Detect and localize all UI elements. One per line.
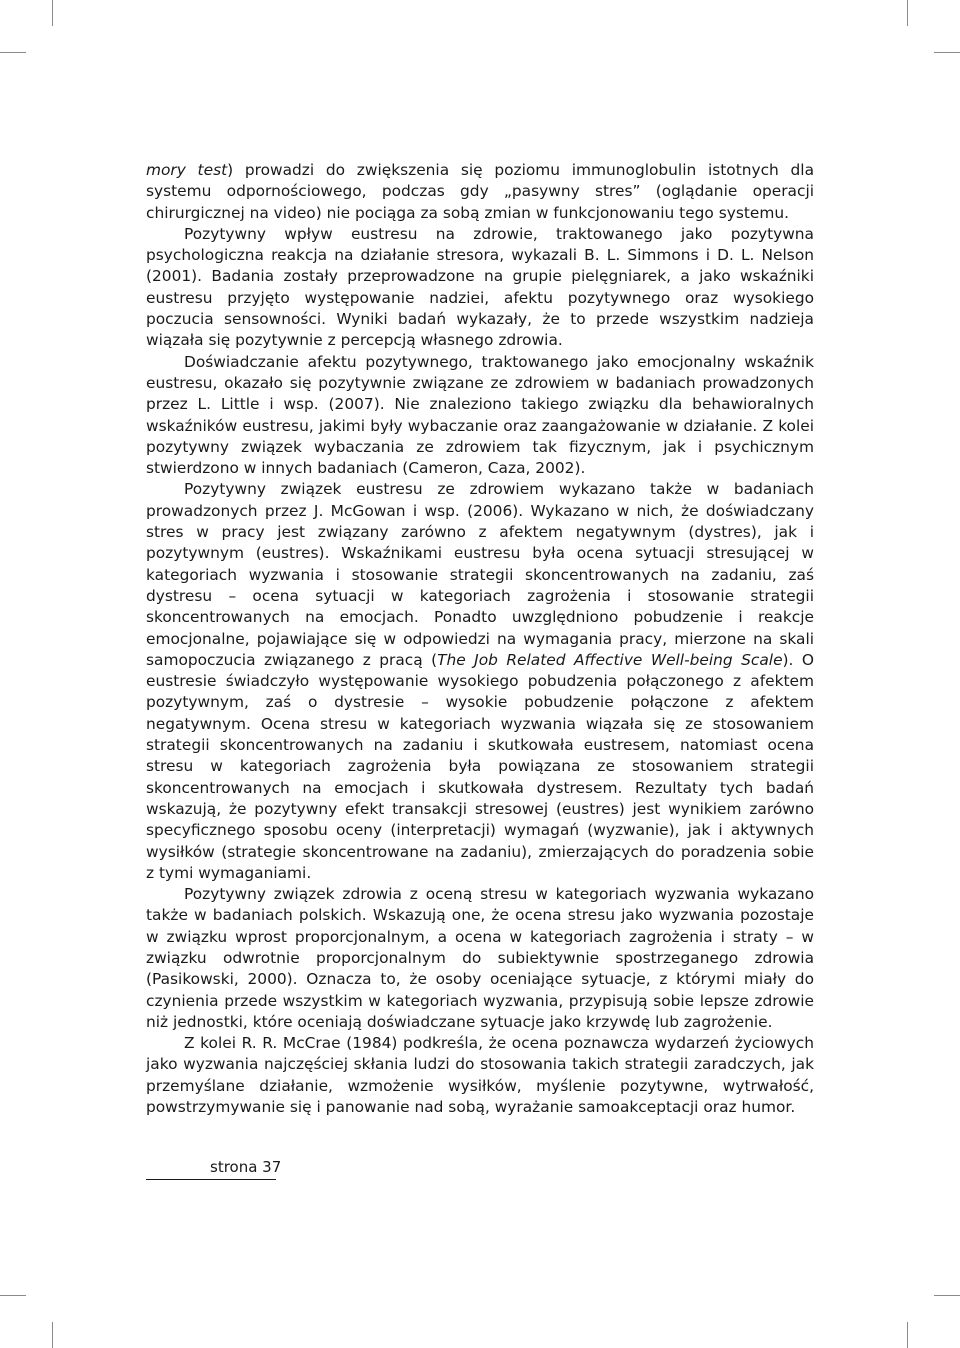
text-run: ). O eustresie świadczyło występowanie wysokiego pobudzenia połączonego z afektem pozytywnym, zaś o dystresie – wysokie pobudzenie połączone z afektem negatywnym. Ocena stresu w kategoriach wyzwania wiązała się ze stosowaniem strategii skoncentrowanych na zadaniu i skutkowała eustresem, natomiast ocena stresu w kategoriach zagrożenia była powiązana ze stosowaniem strategii skoncentrowanych na emocjach i skutkowała dystresem. Rezultaty tych badań wskazują, że pozytywny efekt transakcji stresowej (eustres) jest wynikiem zarówno specyficznego sposobu oceny (interpretacji) wymagań (wyzwanie), jak i aktywnych wysiłków (strategie skoncentrowane na zadaniu), zmierzających do poradzenia sobie z tymi wymaganiami. [146,650,815,882]
crop-mark-top-right-v [907,0,908,26]
text-run: Doświadczanie afektu pozytywnego, traktowanego jako emocjonalny wskaźnik eustresu, okazało się pozytywnie związane ze zdrowiem w badaniach prowadzonych przez L. Little i wsp. (2007). Nie znaleziono takiego związku dla behawioralnych wskaźników eustresu, jakimi były wybaczanie oraz zaangażowanie w działanie. Z kolei pozytywny związek wybaczania ze zdrowiem tak fizycznym, jak i psychicznym stwierdzono w innych badaniach (Cameron, Caza, 2002). [146,352,814,478]
body-text [146,160,814,1118]
crop-mark-top-left-v [52,0,53,26]
italic-text: mory test [146,161,228,179]
crop-mark-top-left-h [0,52,26,53]
text-run: Pozytywny wpływ eustresu na zdrowie, traktowanego jako pozytywna psychologiczna reakcja na działanie stresora, wykazali B. L. Simmons i D. L. Nelson (2001). Badania zostały przeprowadzone na grupie pielęgniarek, a jako wskaźniki eustresu przyjęto występowanie nadziei, afektu pozytywnego oraz wysokiego poczucia sensowności. Wyniki badań wykazały, że to przede wszystkim nadzieja wiązała się pozytywnie z percepcją własnego zdrowia. [146,224,814,350]
italic-text: The Job Related Affective Well-being Scale [437,650,783,669]
body-paragraph [146,884,814,1033]
body-paragraph [146,1033,814,1118]
body-paragraph [146,479,814,884]
crop-mark-bottom-right-h [934,1295,960,1296]
footer-rule [146,1179,276,1180]
text-run: Z kolei R. R. McCrae (1984) podkreśla, że ocena poznawcza wydarzeń życiowych jako wyzwania najczęściej skłania ludzi do stosowania takich strategii zaradczych, jak przemyślane działanie, wzmożenie wysiłków, myślenie pozytywne, wytrwałość, powstrzymywanie się i panowanie nad sobą, wyrażanie samoakceptacji oraz humor. [146,1034,814,1117]
crop-mark-bottom-right-v [907,1322,908,1348]
body-paragraph [146,224,814,352]
text-run: ) prowadzi do zwiększenia się poziomu immunoglobulin istotnych dla systemu odpornościowego, podczas gdy „pasywny stres” (oglądanie operacji chirurgicznej na video) nie pociąga za sobą zmian w funkcjonowaniu tego systemu. [146,161,814,222]
page-number: strona 37 [210,1158,282,1176]
crop-mark-bottom-left-v [52,1322,53,1348]
text-run: Pozytywny związek eustresu ze zdrowiem wykazano także w badaniach prowadzonych przez J. McGowan i wsp. (2006). Wykazano w nich, że doświadczany stres w pracy jest związany zarówno z afektem negatywnym (dystres), jak i pozytywnym (eustres). Wskaźnikami eustresu była ocena sytuacji stresującej w kategoriach wyzwania i stosowanie strategii skoncentrowanych na zadaniu, zaś dystresu – ocena sytuacji w kategoriach zagrożenia i stosowanie strategii skoncentrowanych na emocjach. Ponadto uwzględniono pobudzenie i reakcje emocjonalne, pojawiające się w odpowiedzi na wymagania pracy, mierzone na skali samopoczucia związanego z pracą ( [146,480,814,669]
crop-mark-bottom-left-h [0,1295,26,1296]
crop-mark-top-right-h [934,52,960,53]
body-paragraph [146,352,814,480]
body-paragraph [146,160,814,224]
text-run: Pozytywny związek zdrowia z oceną stresu w kategoriach wyzwania wykazano także w badaniach polskich. Wskazują one, że ocena stresu jako wyzwania pozostaje w związku wprost proporcjonalnym, a ocena w kategoriach zagrożenia i straty – w związku odwrotnie proporcjonalnym do subiektywnie spostrzeganego zdrowia (Pasikowski, 2000). Oznacza to, że osoby oceniające sytuacje, z którymi miały do czynienia przede wszystkim w kategoriach wyzwania, przypisują sobie lepsze zdrowie niż jednostki, które oceniają doświadczane sytuacje jako krzywdę lub zagrożenie. [146,885,814,1031]
